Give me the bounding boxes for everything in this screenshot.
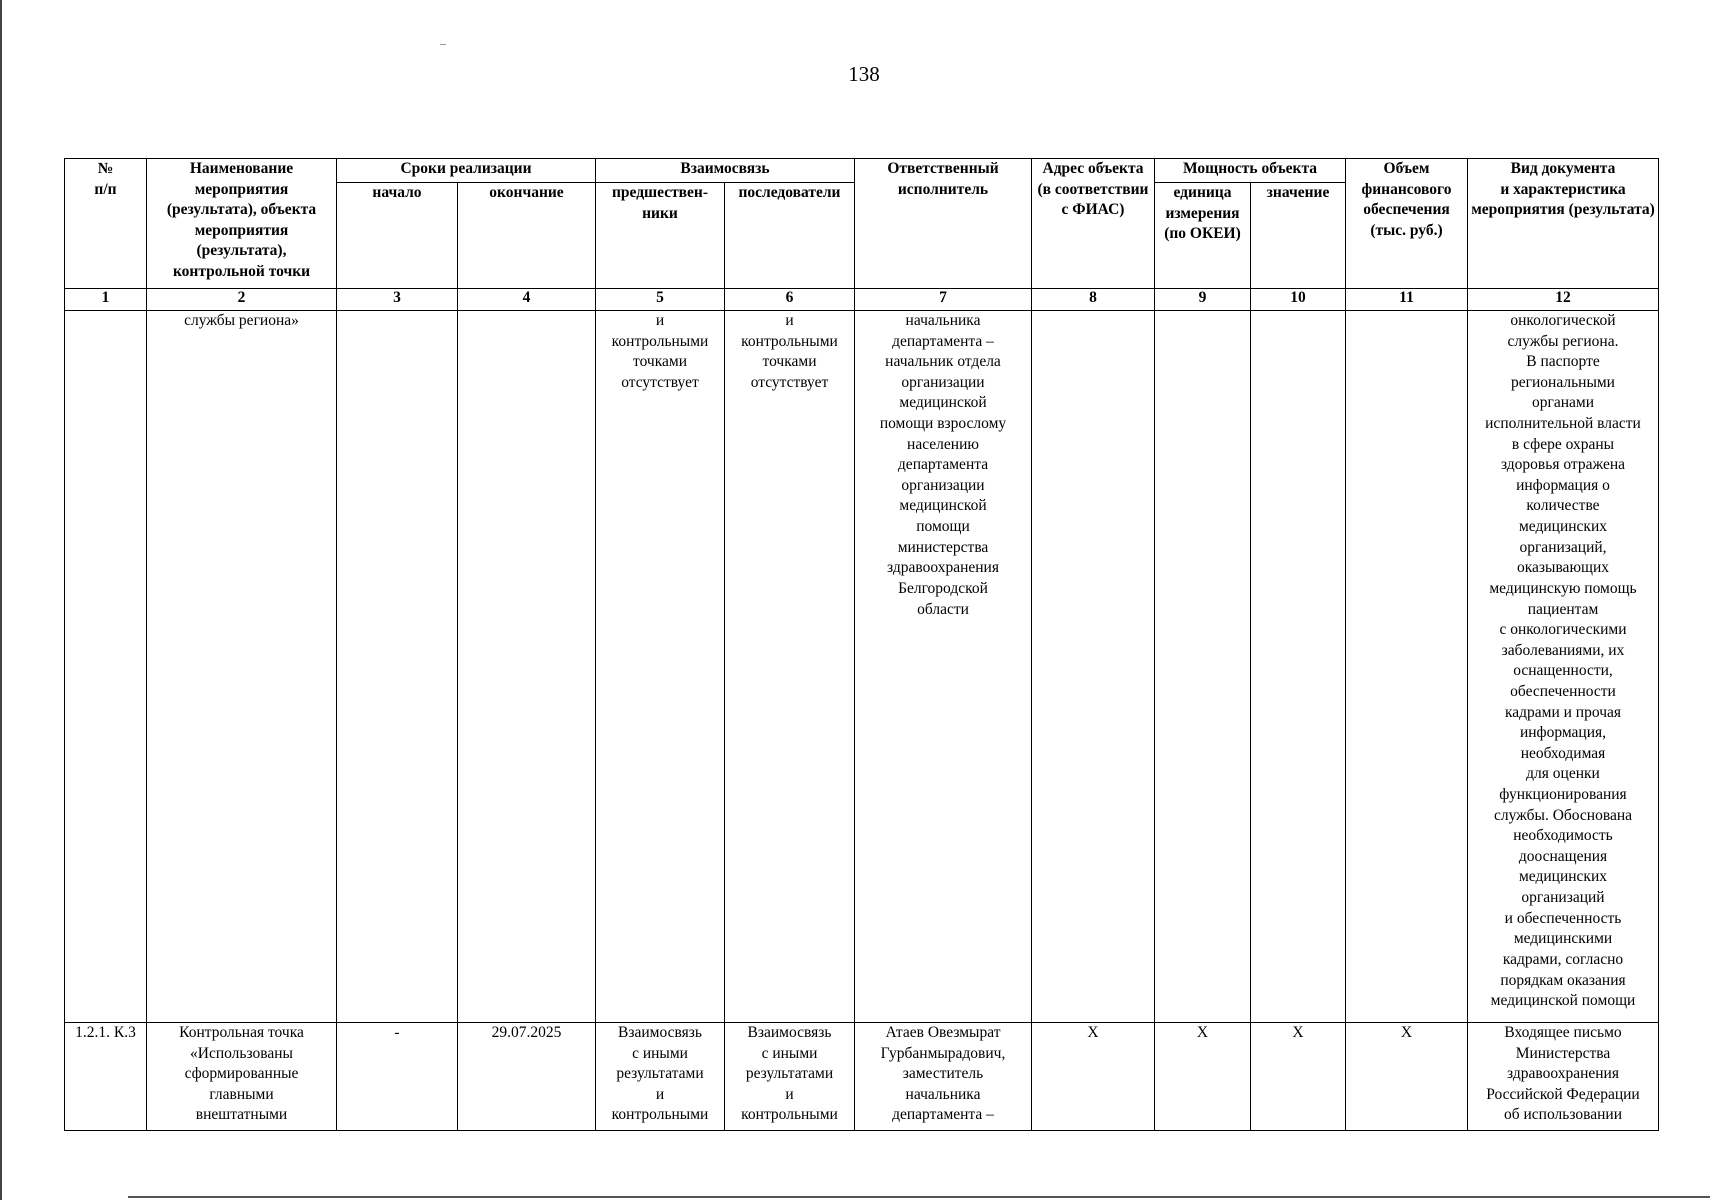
header-doc: Вид документа и характеристика мероприятия (результата) [1468,159,1659,289]
cell-doc: онкологической службы региона. В паспорте региональными органами исполнительной власти в сфере охраны здоровья отражена информация о количестве медицинских организаций, оказывающих медицинскую помощь пациентам с онкологическими заболеваниями, их оснащенности, обеспеченности кадрами и прочая информация, необходимая для оценки функционирования службы. Обоснована необходимость дооснащения медицинских организаций и обеспеченность медицинскими кадрами, согласно порядкам оказания медицинской помощи [1468,311,1659,1023]
header-value: значение [1251,183,1346,289]
cell-num: 1.2.1. К.3 [65,1023,147,1131]
scan-speck [440,44,446,45]
column-number-row [65,289,1659,311]
column-number: 5 [596,289,725,311]
cell-end [458,311,596,1023]
cell-predecessors: и контрольными точками отсутствует [596,311,725,1023]
header-successors: последователи [725,183,855,289]
cell-executor: Атаев Овезмырат Гурбанмырадович, заместитель начальника департамента – [855,1023,1032,1131]
cell-name: службы региона» [147,311,337,1023]
column-number: 8 [1032,289,1155,311]
cell-predecessors: Взаимосвязь с иными результатами и контрольными [596,1023,725,1131]
header-relation: Взаимосвязь [596,159,855,183]
cell-num [65,311,147,1023]
cell-value: Х [1251,1023,1346,1131]
column-number: 10 [1251,289,1346,311]
header-executor: Ответственный исполнитель [855,159,1032,289]
column-number: 9 [1155,289,1251,311]
cell-finance [1346,311,1468,1023]
header-end: окончание [458,183,596,289]
cell-doc: Входящее письмо Министерства здравоохранения Российской Федерации об использовании [1468,1023,1659,1131]
cell-value [1251,311,1346,1023]
cell-executor: начальника департамента – начальник отдела организации медицинской помощи взрослому населению департамента организации медицинской помощи министерства здравоохранения Белгородской области [855,311,1032,1023]
header-num: № п/п [65,159,147,289]
table-row-k3 [65,1023,1659,1131]
cell-address [1032,311,1155,1023]
cell-start: - [337,1023,458,1131]
cell-end: 29.07.2025 [458,1023,596,1131]
header-predecessors: предшествен- ники [596,183,725,289]
column-number: 12 [1468,289,1659,311]
cell-unit [1155,311,1251,1023]
implementation-plan-table [64,158,1659,1131]
header-terms: Сроки реализации [337,159,596,183]
cell-address: Х [1032,1023,1155,1131]
column-number: 7 [855,289,1032,311]
column-number: 3 [337,289,458,311]
column-number: 4 [458,289,596,311]
cell-successors: и контрольными точками отсутствует [725,311,855,1023]
header-unit: единица измерения (по ОКЕИ) [1155,183,1251,289]
scan-left-edge [0,0,2,1200]
column-number: 1 [65,289,147,311]
page-number: 138 [848,62,880,86]
cell-unit: Х [1155,1023,1251,1131]
table-row-continuation [65,311,1659,1023]
header-capacity: Мощность объекта [1155,159,1346,183]
header-start: начало [337,183,458,289]
cell-successors: Взаимосвязь с иными результатами и контрольными [725,1023,855,1131]
cell-start [337,311,458,1023]
header-row-top [65,159,1659,183]
header-address: Адрес объекта (в соответствии с ФИАС) [1032,159,1155,289]
column-number: 2 [147,289,337,311]
column-number: 6 [725,289,855,311]
column-number: 11 [1346,289,1468,311]
scan-bottom-rule [128,1196,1710,1198]
header-name: Наименование мероприятия (результата), объекта мероприятия (результата), контрольной точки [147,159,337,289]
header-finance: Объем финансового обеспечения (тыс. руб.) [1346,159,1468,289]
cell-finance: Х [1346,1023,1468,1131]
cell-name: Контрольная точка «Использованы сформированные главными внештатными [147,1023,337,1131]
